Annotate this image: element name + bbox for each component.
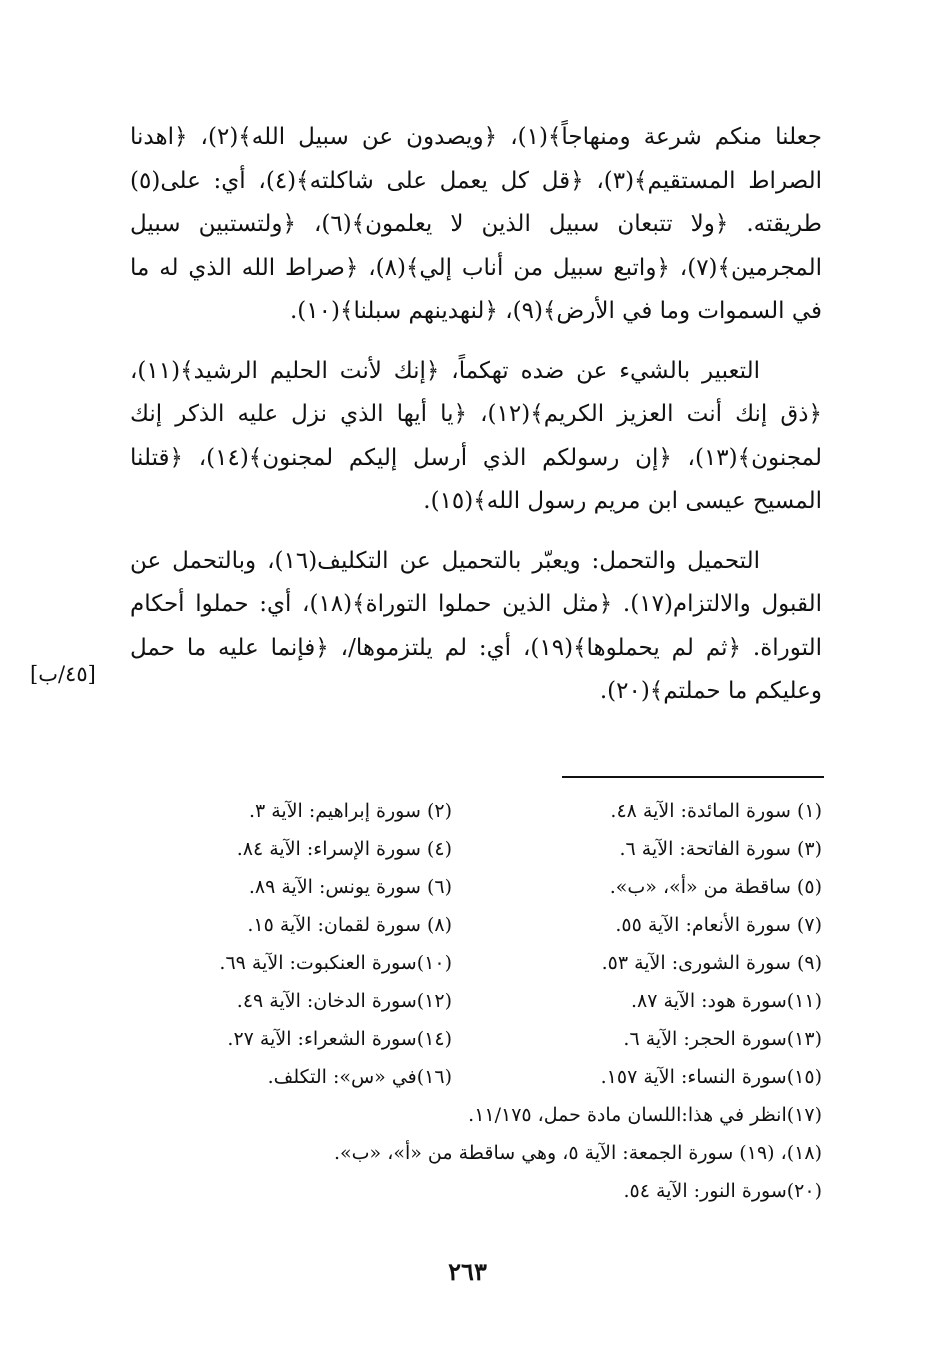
footnote-11: (١١)سورة هود: الآية ٨٧. [631, 990, 822, 1012]
footnote-5: (٥) ساقطة من «أ»، «ب». [609, 876, 822, 898]
footnote-8: (٨) سورة لقمان: الآية ١٥. [247, 914, 452, 936]
footnote-separator [562, 776, 824, 778]
paragraph-bearing [130, 540, 822, 714]
footnote-7: (٧) سورة الأنعام: الآية ٥٥. [615, 914, 822, 936]
footnote-13: (١٣)سورة الحجر: الآية ٦. [623, 1028, 822, 1050]
footnote-17: (١٧)انظر في هذا:اللسان مادة حمل، ١١/١٧٥. [468, 1104, 822, 1126]
manuscript-folio-note: [٤٥/ب] [30, 662, 96, 686]
footnote-6: (٦) سورة يونس: الآية ٨٩. [248, 876, 452, 898]
footnote-grid [190, 792, 822, 1096]
footnote-9: (٩) سورة الشورى: الآية ٥٣. [601, 952, 822, 974]
paragraph-continuation [130, 116, 822, 334]
footnote-14: (١٤)سورة الشعراء: الآية ٢٧. [227, 1028, 452, 1050]
footnote-3: (٣) سورة الفاتحة: الآية ٦. [619, 838, 822, 860]
paragraph-text: التعبير بالشيء عن ضده تهكماً، ﴿إنك لأنت الحليم الرشيد﴾(١١)، ﴿ذق إنك أنت العزيز الكريم﴾(١٢)، ﴿يا أيها الذي نزل عليه الذكر إنك لمجنون﴾(١٣)، ﴿إن رسولكم الذي أرسل إليكم لمجنون﴾(١٤)، ﴿قتلنا المسيح عيسى ابن مريم رسول الله﴾(١٥). [130, 357, 822, 514]
footnote-1: (١) سورة المائدة: الآية ٤٨. [610, 800, 822, 822]
footnotes [190, 792, 822, 1210]
footnote-2: (٢) سورة إبراهيم: الآية ٣. [248, 800, 452, 822]
footnote-20: (٢٠)سورة النور: الآية ٥٤. [623, 1180, 822, 1202]
paragraph-text: التحميل والتحمل: ويعبّر بالتحميل عن التكليف(١٦)، وبالتحمل عن القبول والالتزام(١٧). ﴿مثل الذين حملوا التوراة﴾(١٨)، أي: حملوا أحكام التوراة. ﴿ثم لم يحملوها﴾(١٩)، أي: لم يلتزموها/، ﴿فإنما عليه ما حمل وعليكم ما حملتم﴾(٢٠). [130, 547, 823, 704]
footnote-10: (١٠)سورة العنكبوت: الآية ٦٩. [219, 952, 452, 974]
main-text [130, 116, 822, 714]
footnote-15: (١٥)سورة النساء: الآية ١٥٧. [600, 1066, 822, 1088]
footnote-18-19: (١٨)، (١٩) سورة الجمعة: الآية ٥، وهي ساقطة من «أ»، «ب». [334, 1142, 822, 1164]
page-number: ٢٦٣ [448, 1257, 487, 1286]
footnote-16: (١٦)في «س»: التكلف. [267, 1066, 452, 1088]
paragraph-sarcasm [130, 350, 822, 524]
footnote-4: (٤) سورة الإسراء: الآية ٨٤. [236, 838, 452, 860]
footnote-12: (١٢)سورة الدخان: الآية ٤٩. [236, 990, 452, 1012]
paragraph-text: جعلنا منكم شرعة ومنهاجاً﴾(١)، ﴿ويصدون عن سبيل الله﴾(٢)، ﴿اهدنا الصراط المستقيم﴾(٣)، ﴿قل كل يعمل على شاكلته﴾(٤)، أي: على(٥) طريقته. ﴿ولا تتبعان سبيل الذين لا يعلمون﴾(٦)، ﴿ولتستبين سبيل المجرمين﴾(٧)، ﴿واتبع سبيل من أناب إلي﴾(٨)، ﴿صراط الله الذي له ما في السموات وما في الأرض﴾(٩)، ﴿لنهدينهم سبلنا﴾(١٠). [130, 124, 823, 324]
